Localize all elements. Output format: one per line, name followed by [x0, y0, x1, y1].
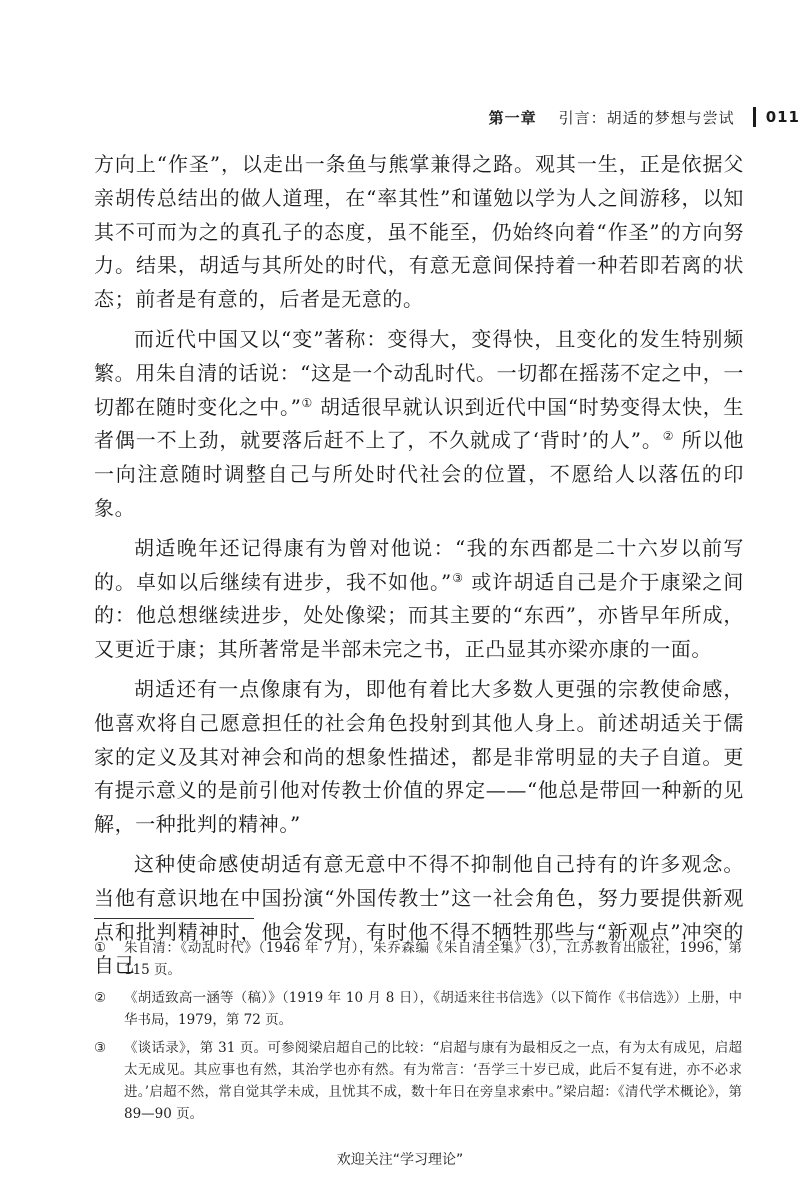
footnote-text: 《胡适致高一涵等（稿）》（1919 年 10 月 8 日），《胡适来往书信选》（以下简作《书信选》）上册，中华书局，1979，第 72 页。	[124, 990, 742, 1028]
paragraph-text: 胡适很早就认识到近代中国“时势变得太快，生者偶一不上劲，就要落后赶不上了，不久就成了‘背时’的人”。	[94, 394, 744, 453]
footnote	[94, 1037, 742, 1125]
footnote	[94, 987, 742, 1031]
paragraph	[94, 323, 744, 526]
page-footer: 欢迎关注“学习理论”	[336, 1152, 464, 1168]
header-divider	[753, 107, 756, 127]
footnote-mark: ②	[94, 990, 107, 1006]
footnote-ref[interactable]: ③	[451, 570, 465, 585]
chapter-label: 第一章	[488, 108, 537, 127]
footnote-divider	[94, 918, 254, 919]
footnote-mark: ③	[94, 1040, 107, 1056]
footnotes	[94, 937, 742, 1131]
paragraph: 胡适还有一点像康有为，即他有着比大多数人更强的宗教使命感，他喜欢将自己愿意担任的社会角色投射到其他人身上。前述胡适关于儒家的定义及其对神会和尚的想象性描述，都是非常明显的夫子自道。更有提示意义的是前引他对传教士价值的界定——“他总是带回一种新的见解，一种批判的精神。”	[94, 676, 744, 837]
footnote-ref[interactable]: ①	[301, 395, 313, 410]
footnote	[94, 937, 742, 981]
paragraph-text: 或许胡适自己是介于康梁之间的：他总想继续进步，处处像梁；而其主要的“东西”，亦皆早年所成，又更近于康；其所著常是半部未完之书，正凸显其亦梁亦康的一面。	[94, 569, 745, 662]
footnote-mark: ①	[94, 940, 107, 956]
footnote-text: 朱自清：《动乱时代》（1946 年 7 月），朱乔森编《朱自清全集》（3），江苏教育出版社，1996，第 115 页。	[124, 940, 742, 978]
running-header	[489, 104, 800, 130]
footnote-ref[interactable]: ②	[662, 429, 675, 444]
paragraph-text: 胡适晚年还记得康有为曾对他说：“我的东西都是二十六岁以前写的。卓如以后继续有进步，我不如他。”	[94, 535, 744, 594]
paragraph	[94, 532, 744, 667]
paragraph-text: 而近代中国又以“变”著称：变得大，变得快，且变化的发生特别频繁。用朱自清的话说：“这是一个动乱时代。一切都在摇荡不定之中，一切都在随时变化之中。”	[94, 326, 744, 419]
footnote-text: 《谈话录》，第 31 页。可参阅梁启超自己的比较：“启超与康有为最相反之一点，有为太有成见，启超太无成见。其应事也有然，其治学也亦有然。有为常言：‘吾学三十岁已成，此后不复有进，亦不必求进。’启超不然，常自觉其学未成，且忧其不成，数十年日在旁皇求索中。”梁启超：《清代学术概论》，第 89—90 页。	[124, 1040, 742, 1122]
paragraph: 这种使命感使胡适有意无意中不得不抑制他自己持有的许多观念。当他有意识地在中国扮演“外国传教士”这一社会角色，努力要提供新观点和批判精神时，他会发现，有时他不得不牺牲那些与“新观点”冲突的自己	[94, 851, 744, 978]
paragraph: 方向上“作圣”，以走出一条鱼与熊掌兼得之路。观其一生，正是依据父亲胡传总结出的做人道理，在“率其性”和谨勉以学为人之间游移，以知其不可而为之的真孔子的态度，虽不能至，仍始终向着“作圣”的方向努力。结果，胡适与其所处的时代，有意无意间保持着一种若即若离的状态；前者是有意的，后者是无意的。	[94, 152, 744, 312]
body-text	[94, 148, 744, 983]
chapter-title: 引言：胡适的梦想与尝试	[558, 108, 735, 127]
page-number: 011	[765, 108, 800, 126]
paragraph-text: 所以他一向注意随时调整自己与所处时代社会的位置，不愿给人以落伍的印象。	[94, 428, 744, 520]
